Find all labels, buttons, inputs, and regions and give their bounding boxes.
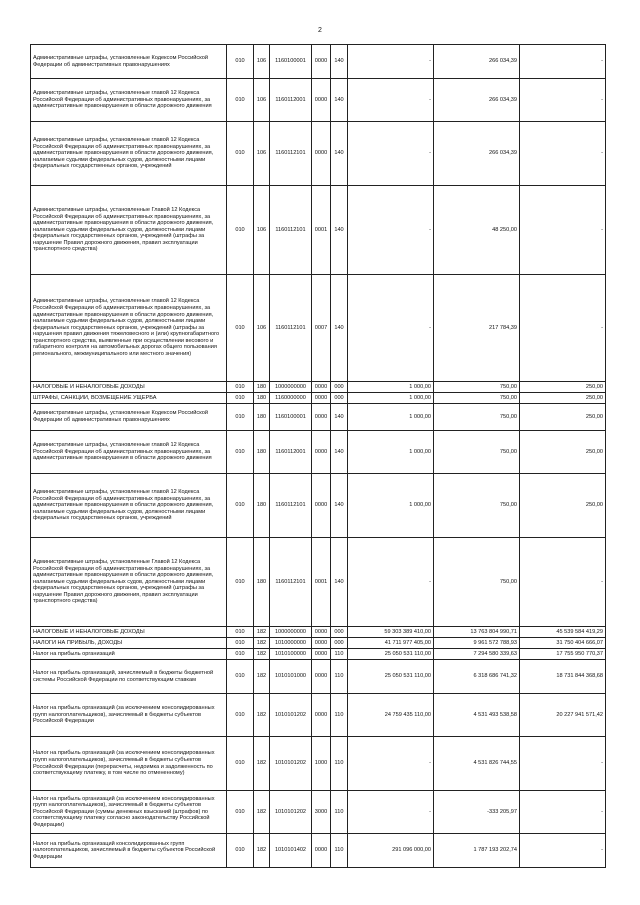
code-subtype: 0000	[312, 382, 331, 393]
code-agency: 182	[254, 627, 270, 638]
table-row	[31, 791, 606, 834]
table-row	[31, 393, 606, 404]
code-agency: 182	[254, 694, 270, 737]
row-name: Налог на прибыль организаций (за исключением консолидированных групп налогоплательщиков), зачисляемый в бюджеты субъектов Российской Федерации (перерасчеты, недоимка и задолженность по соответствующему платежу, в том числе по отмененному)	[31, 737, 227, 791]
code-admin: 010	[227, 791, 254, 834]
row-name: Административные штрафы, установленные Главой 12 Кодекса Российской Федерации об административных правонарушениях, за административные правонарушения в области дорожного движения, налагаемые судьями федеральных судов, должностными лицами федеральных государственных органов, учреждений (штрафы за нарушение Правил дорожного движения, правил эксплуатации транспортного средства)	[31, 538, 227, 627]
value-executed: 750,00	[434, 474, 520, 538]
value-remaining: 45 539 584 419,29	[520, 627, 606, 638]
code-subtype: 0000	[312, 834, 331, 868]
code-subtype: 0000	[312, 627, 331, 638]
table-row	[31, 122, 606, 186]
code-class: 140	[331, 404, 348, 431]
value-remaining: 250,00	[520, 382, 606, 393]
code-subtype: 1000	[312, 737, 331, 791]
table-row	[31, 627, 606, 638]
code-class: 140	[331, 275, 348, 382]
code-agency: 182	[254, 660, 270, 694]
row-name: Административные штрафы, установленные главой 12 Кодекса Российской Федерации об административных правонарушениях, за административные правонарушения в области дорожного движения, налагаемые судьями федеральных судов, должностными лицами федеральных государственных органов, учреждений (штрафы за нарушения правил движения тяжеловесного и (или) крупногабаритного транспортного средства, выявленные при осуществлении весового и габаритного контроля на автомобильных дорогах общего пользования регионального, межмуниципального или местного значения)	[31, 275, 227, 382]
code-agency: 180	[254, 474, 270, 538]
value-approved: 1 000,00	[348, 393, 434, 404]
code-income: 1000000000	[270, 382, 312, 393]
table-row	[31, 382, 606, 393]
code-agency: 106	[254, 79, 270, 122]
value-remaining: 20 227 941 571,42	[520, 694, 606, 737]
table-row	[31, 45, 606, 79]
code-class: 110	[331, 694, 348, 737]
code-class: 110	[331, 737, 348, 791]
row-name: Налог на прибыль организаций консолидированных групп налогоплательщиков, зачисляемый в бюджеты субъектов Российской Федерации	[31, 834, 227, 868]
code-income: 1160112101	[270, 122, 312, 186]
code-agency: 180	[254, 404, 270, 431]
code-class: 110	[331, 660, 348, 694]
value-executed: 750,00	[434, 382, 520, 393]
table-row	[31, 834, 606, 868]
code-subtype: 0000	[312, 660, 331, 694]
code-subtype: 0000	[312, 79, 331, 122]
row-name: Административные штрафы, установленные Кодексом Российской Федерации об административных правонарушениях	[31, 404, 227, 431]
code-agency: 180	[254, 393, 270, 404]
code-subtype: 0000	[312, 393, 331, 404]
value-executed: 750,00	[434, 431, 520, 474]
table-row	[31, 660, 606, 694]
table-row	[31, 474, 606, 538]
value-approved: -	[348, 275, 434, 382]
code-agency: 182	[254, 791, 270, 834]
table-row	[31, 431, 606, 474]
code-subtype: 0000	[312, 431, 331, 474]
code-class: 000	[331, 638, 348, 649]
code-agency: 106	[254, 275, 270, 382]
code-agency: 180	[254, 382, 270, 393]
code-subtype: 0000	[312, 694, 331, 737]
value-approved: 25 050 531 110,00	[348, 649, 434, 660]
code-income: 1000000000	[270, 627, 312, 638]
code-class: 110	[331, 834, 348, 868]
row-name: Административные штрафы, установленные главой 12 Кодекса Российской Федерации об административных правонарушениях, за административные правонарушения в области дорожного движения	[31, 431, 227, 474]
value-approved: -	[348, 538, 434, 627]
value-remaining: 31 750 404 666,07	[520, 638, 606, 649]
code-admin: 010	[227, 660, 254, 694]
code-income: 1160112101	[270, 186, 312, 275]
value-approved: 59 303 389 410,00	[348, 627, 434, 638]
value-approved: 1 000,00	[348, 431, 434, 474]
code-agency: 180	[254, 431, 270, 474]
value-remaining: 250,00	[520, 393, 606, 404]
code-agency: 106	[254, 45, 270, 79]
row-name: Административные штрафы, установленные Кодексом Российской Федерации об административных правонарушениях	[31, 45, 227, 79]
value-remaining: 18 731 844 368,68	[520, 660, 606, 694]
value-remaining: -	[520, 122, 606, 186]
code-admin: 010	[227, 45, 254, 79]
code-income: 1160000000	[270, 393, 312, 404]
value-executed: 1 787 193 202,74	[434, 834, 520, 868]
value-remaining: -	[520, 186, 606, 275]
value-executed: 750,00	[434, 393, 520, 404]
value-approved: -	[348, 737, 434, 791]
code-income: 1160100001	[270, 45, 312, 79]
value-remaining: -	[520, 737, 606, 791]
code-class: 140	[331, 122, 348, 186]
table-row	[31, 404, 606, 431]
code-admin: 010	[227, 79, 254, 122]
code-income: 1160112101	[270, 275, 312, 382]
code-income: 1160112001	[270, 79, 312, 122]
code-income: 1010000000	[270, 638, 312, 649]
row-name: НАЛОГОВЫЕ И НЕНАЛОГОВЫЕ ДОХОДЫ	[31, 382, 227, 393]
code-subtype: 0000	[312, 404, 331, 431]
value-remaining: -	[520, 834, 606, 868]
code-class: 140	[331, 79, 348, 122]
value-executed: 7 294 580 339,63	[434, 649, 520, 660]
code-admin: 010	[227, 186, 254, 275]
table-row	[31, 79, 606, 122]
value-executed: 4 531 493 538,58	[434, 694, 520, 737]
code-agency: 182	[254, 834, 270, 868]
code-class: 110	[331, 791, 348, 834]
code-admin: 010	[227, 737, 254, 791]
code-class: 140	[331, 431, 348, 474]
value-executed: 750,00	[434, 404, 520, 431]
code-subtype: 0000	[312, 638, 331, 649]
row-name: Административные штрафы, установленные Главой 12 Кодекса Российской Федерации об административных правонарушениях, за административные правонарушения в области дорожного движения, налагаемые судьями федеральных судов, должностными лицами федеральных государственных органов, учреждений (штрафы за нарушение Правил дорожного движения, правил эксплуатации транспортного средства)	[31, 186, 227, 275]
table-row	[31, 638, 606, 649]
table-row	[31, 737, 606, 791]
code-subtype: 0001	[312, 186, 331, 275]
value-approved: 291 096 000,00	[348, 834, 434, 868]
table-row	[31, 694, 606, 737]
code-subtype: 0000	[312, 122, 331, 186]
code-class: 000	[331, 627, 348, 638]
table-row	[31, 538, 606, 627]
code-income: 1010101402	[270, 834, 312, 868]
row-name: Налог на прибыль организаций (за исключением консолидированных групп налогоплательщиков), зачисляемый в бюджеты субъектов Российской Федерации (суммы денежных взысканий (штрафов) по соответствующему платежу согласно законодательству Российской Федерации)	[31, 791, 227, 834]
value-remaining: 250,00	[520, 474, 606, 538]
code-income: 1010101202	[270, 737, 312, 791]
value-approved: -	[348, 186, 434, 275]
row-name: Административные штрафы, установленные главой 12 Кодекса Российской Федерации об административных правонарушениях, за административные правонарушения в области дорожного движения	[31, 79, 227, 122]
row-name: НАЛОГИ НА ПРИБЫЛЬ, ДОХОДЫ	[31, 638, 227, 649]
code-class: 140	[331, 538, 348, 627]
code-class: 140	[331, 45, 348, 79]
table-row	[31, 186, 606, 275]
value-approved: -	[348, 122, 434, 186]
code-subtype: 0000	[312, 649, 331, 660]
value-executed: 9 961 572 788,93	[434, 638, 520, 649]
code-admin: 010	[227, 122, 254, 186]
code-income: 1160100001	[270, 404, 312, 431]
code-agency: 180	[254, 538, 270, 627]
code-agency: 106	[254, 186, 270, 275]
code-admin: 010	[227, 431, 254, 474]
value-remaining: 250,00	[520, 404, 606, 431]
revenue-table	[30, 44, 606, 868]
code-income: 1160112101	[270, 538, 312, 627]
value-remaining: -	[520, 791, 606, 834]
code-admin: 010	[227, 694, 254, 737]
code-income: 1010100000	[270, 649, 312, 660]
code-agency: 106	[254, 122, 270, 186]
value-executed: 217 784,39	[434, 275, 520, 382]
code-subtype: 3000	[312, 791, 331, 834]
value-approved: -	[348, 45, 434, 79]
row-name: ШТРАФЫ, САНКЦИИ, ВОЗМЕЩЕНИЕ УЩЕРБА	[31, 393, 227, 404]
code-income: 1010101202	[270, 791, 312, 834]
value-approved: -	[348, 79, 434, 122]
code-income: 1160112101	[270, 474, 312, 538]
value-executed: 750,00	[434, 538, 520, 627]
row-name: Административные штрафы, установленные главой 12 Кодекса Российской Федерации об административных правонарушениях, за административные правонарушения в области дорожного движения, налагаемые судьями федеральных судов, должностными лицами федеральных государственных органов, учреждений	[31, 122, 227, 186]
value-remaining: -	[520, 275, 606, 382]
code-admin: 010	[227, 834, 254, 868]
value-remaining: 17 755 950 770,37	[520, 649, 606, 660]
code-admin: 010	[227, 638, 254, 649]
value-remaining: -	[520, 538, 606, 627]
code-subtype: 0000	[312, 45, 331, 79]
code-admin: 010	[227, 393, 254, 404]
value-executed: 48 250,00	[434, 186, 520, 275]
code-subtype: 0007	[312, 275, 331, 382]
code-subtype: 0000	[312, 474, 331, 538]
code-admin: 010	[227, 474, 254, 538]
value-approved: 1 000,00	[348, 404, 434, 431]
code-admin: 010	[227, 649, 254, 660]
code-income: 1010101000	[270, 660, 312, 694]
value-executed: 4 531 826 744,55	[434, 737, 520, 791]
code-agency: 182	[254, 737, 270, 791]
code-admin: 010	[227, 404, 254, 431]
code-class: 140	[331, 474, 348, 538]
row-name: Налог на прибыль организаций (за исключением консолидированных групп налогоплательщиков), зачисляемый в бюджеты субъектов Российской Федерации	[31, 694, 227, 737]
value-approved: -	[348, 791, 434, 834]
code-income: 1160112001	[270, 431, 312, 474]
value-remaining: -	[520, 45, 606, 79]
code-admin: 010	[227, 382, 254, 393]
value-remaining: -	[520, 79, 606, 122]
value-remaining: 250,00	[520, 431, 606, 474]
table-row	[31, 275, 606, 382]
row-name: Административные штрафы, установленные главой 12 Кодекса Российской Федерации об административных правонарушениях, за административные правонарушения в области дорожного движения, налагаемые судьями федеральных судов, должностными лицами федеральных государственных органов, учреждений	[31, 474, 227, 538]
value-executed: 266 034,39	[434, 122, 520, 186]
value-approved: 24 759 435 110,00	[348, 694, 434, 737]
code-class: 140	[331, 186, 348, 275]
code-agency: 182	[254, 649, 270, 660]
code-agency: 182	[254, 638, 270, 649]
value-approved: 1 000,00	[348, 474, 434, 538]
value-executed: 13 763 804 990,71	[434, 627, 520, 638]
row-name: НАЛОГОВЫЕ И НЕНАЛОГОВЫЕ ДОХОДЫ	[31, 627, 227, 638]
code-admin: 010	[227, 275, 254, 382]
value-executed: 266 034,39	[434, 45, 520, 79]
code-class: 000	[331, 382, 348, 393]
value-executed: -333 205,97	[434, 791, 520, 834]
code-income: 1010101202	[270, 694, 312, 737]
value-approved: 25 050 531 110,00	[348, 660, 434, 694]
code-class: 000	[331, 393, 348, 404]
value-approved: 1 000,00	[348, 382, 434, 393]
code-admin: 010	[227, 538, 254, 627]
value-executed: 6 318 686 741,32	[434, 660, 520, 694]
value-executed: 266 034,39	[434, 79, 520, 122]
table-row	[31, 649, 606, 660]
code-admin: 010	[227, 627, 254, 638]
code-subtype: 0001	[312, 538, 331, 627]
value-approved: 41 711 977 405,00	[348, 638, 434, 649]
code-class: 110	[331, 649, 348, 660]
row-name: Налог на прибыль организаций	[31, 649, 227, 660]
page-number: 2	[318, 27, 322, 34]
row-name: Налог на прибыль организаций, зачисляемый в бюджеты бюджетной системы Российской Федерации по соответствующим ставкам	[31, 660, 227, 694]
